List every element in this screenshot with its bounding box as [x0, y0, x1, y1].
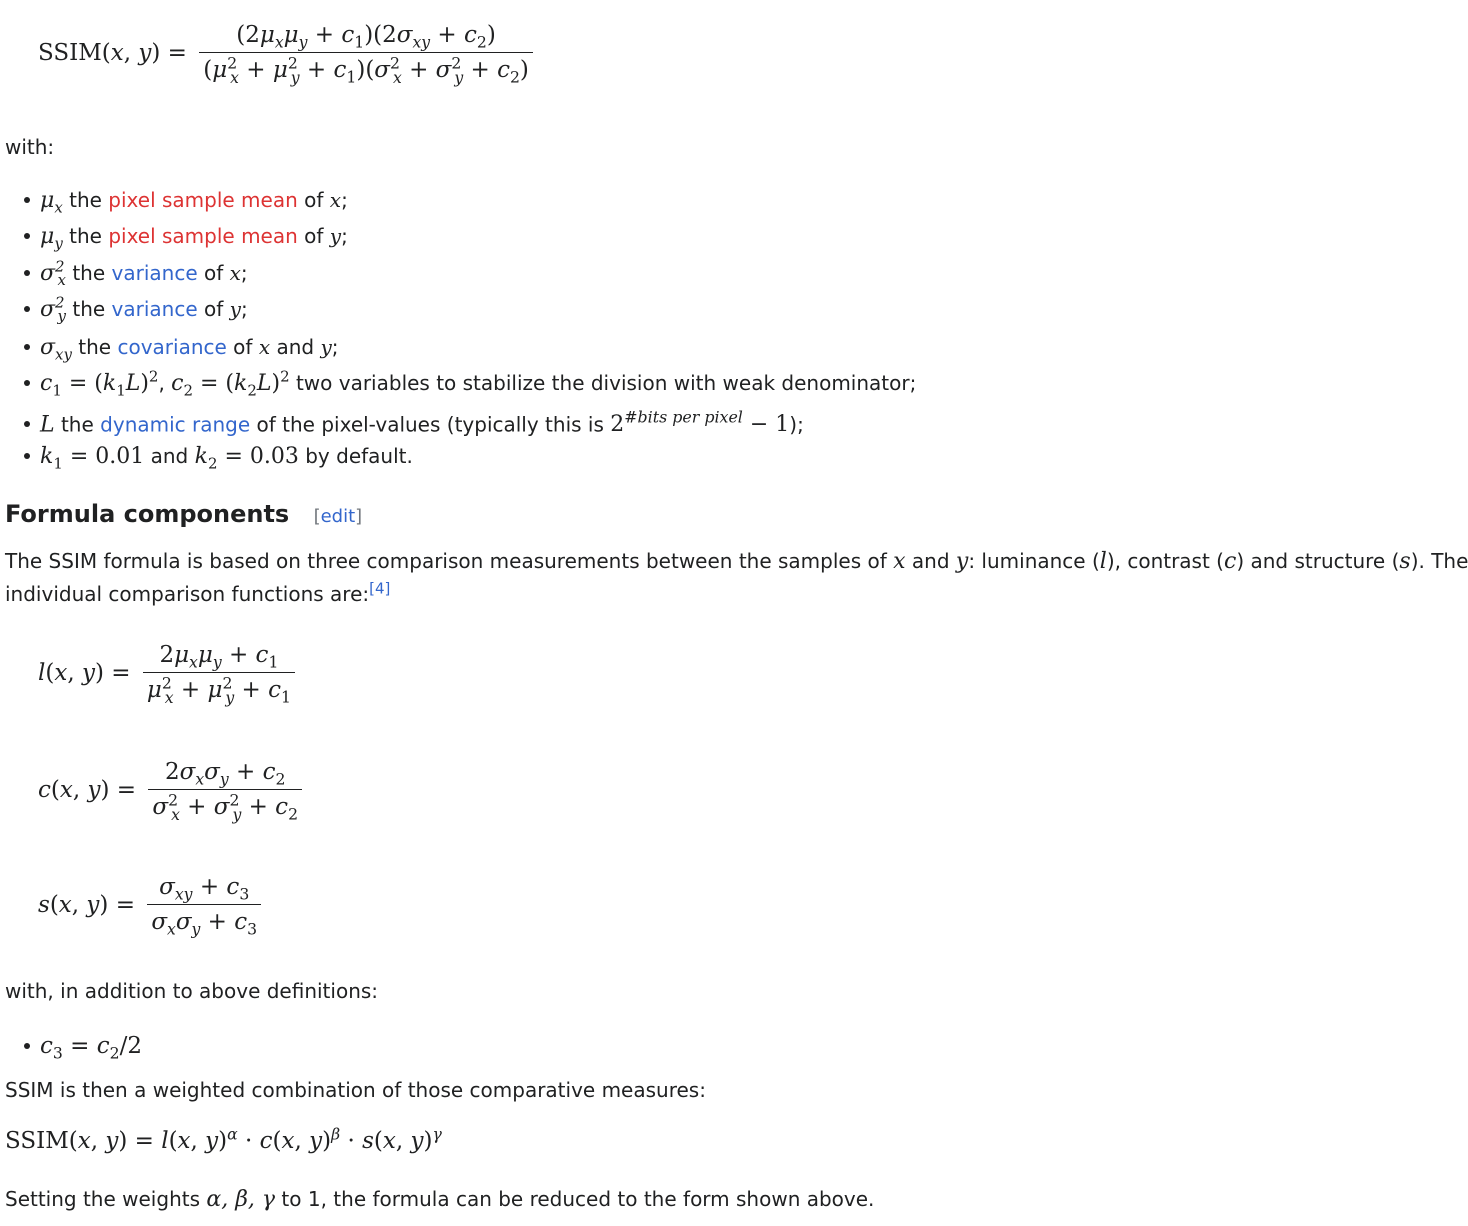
- variance-link[interactable]: variance: [111, 261, 198, 285]
- bullet: [24, 197, 30, 203]
- list-item: L the dynamic range of the pixel-values (typically this is $2^{\#bits per pixel} - 1$);: [0, 408, 804, 437]
- list-item: $\sigma^2_x$ the variance of x;: [0, 261, 248, 286]
- with-label: with:: [5, 135, 55, 159]
- addition-label: with, in addition to above definitions:: [5, 979, 379, 1003]
- intro-line-2: individual comparison functions are:[4]: [5, 579, 391, 606]
- pixel-sample-mean-link[interactable]: pixel sample mean: [108, 188, 298, 212]
- structure-formula: s(x, y) = $\frac{\sigma_{xy} + c_3}{\sigma_x\sigma_y + c_3}$: [38, 874, 261, 935]
- bullet: [24, 421, 30, 427]
- pixel-sample-mean-link[interactable]: pixel sample mean: [108, 224, 298, 248]
- list-item: $\mu_y$ the pixel sample mean of y;: [0, 224, 348, 249]
- list-item: $c_1 = (k_1L)^2$, $c_2 = (k_2L)^2$ two variables to stabilize the division with weak denominator;: [0, 371, 916, 396]
- main-formula-denominator: $(\mu^2_x + \mu^2_y + c_1)(\sigma^2_x + \sigma^2_y + c_2)$: [203, 53, 529, 87]
- contrast-formula: c(x, y) = $\frac{2\sigma_x\sigma_y + c_2}{\sigma^2_x + \sigma^2_y + c_2}$: [38, 759, 302, 820]
- edit-link[interactable]: edit: [320, 506, 356, 527]
- variance-link[interactable]: variance: [111, 297, 198, 321]
- list-item: $\mu_x$ the pixel sample mean of x;: [0, 188, 348, 213]
- section-title: Formula components: [5, 500, 290, 528]
- list-item: $\sigma_{xy}$ the covariance of x and y;: [0, 335, 339, 360]
- main-formula-numerator: $(2\mu_x\mu_y + c_1)(2\sigma_{xy} + c_2)$: [199, 22, 533, 53]
- bullet: [24, 270, 30, 276]
- main-ssim-formula: [38, 22, 533, 87]
- bullet: [24, 380, 30, 386]
- closing-sentence: Setting the weights α, β, γ to 1, the formula can be reduced to the form shown above.: [5, 1187, 875, 1212]
- main-formula-fraction: [199, 22, 533, 87]
- list-item: $k_1 = 0.01$ and $k_2 = 0.03$ by default.: [0, 444, 413, 469]
- list-item: $\sigma^2_y$ the variance of y;: [0, 297, 248, 322]
- edit-section: [edit]: [313, 506, 363, 527]
- section-heading: [5, 500, 362, 528]
- covariance-link[interactable]: covariance: [117, 335, 227, 359]
- bullet: [24, 344, 30, 350]
- bullet: [24, 453, 30, 459]
- c3-definition: $c_3 = c_2/2$: [0, 1033, 142, 1059]
- main-formula-lhs: SSIM(x, y) =: [38, 39, 187, 66]
- bullet: [24, 233, 30, 239]
- citation-link[interactable]: [4]: [369, 579, 391, 598]
- weighted-text: SSIM is then a weighted combination of those comparative measures:: [5, 1078, 706, 1102]
- bullet: [24, 1043, 30, 1049]
- bullet: [24, 306, 30, 312]
- weighted-formula: SSIM(x, y) = l(x, y)$^\alpha$ · c(x, y)$^\beta$ · s(x, y)$^\gamma$: [5, 1124, 442, 1154]
- dynamic-range-link[interactable]: dynamic range: [100, 412, 251, 437]
- luminance-formula: l(x, y) = $\frac{2\mu_x\mu_y + c_1}{\mu^2_x + \mu^2_y + c_1}$: [38, 642, 295, 703]
- intro-line-1: The SSIM formula is based on three comparison measurements between the samples of x and y: luminance (l), contrast (c) and structure (s). The: [5, 549, 1468, 574]
